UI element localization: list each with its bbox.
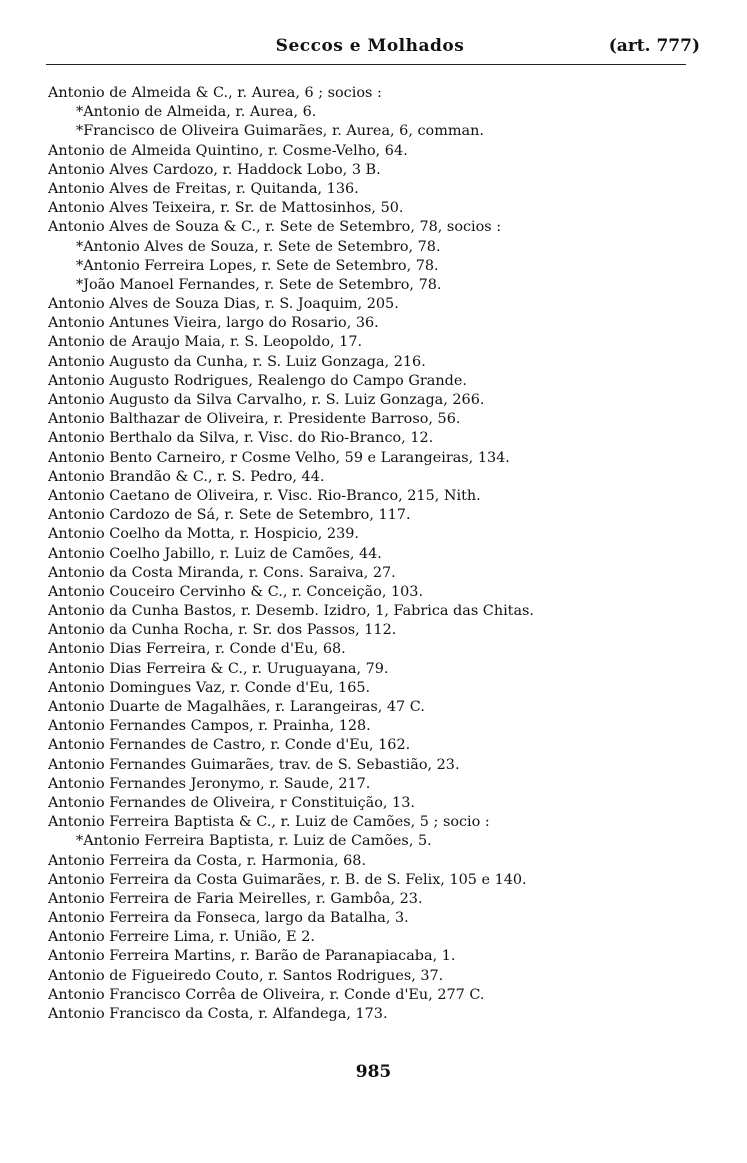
partner-entry: *Antonio Alves de Souza, r. Sete de Setembro, 78. bbox=[76, 238, 441, 255]
directory-entry: Antonio Ferreira Baptista & C., r. Luiz de Camões, 5 ; socio : bbox=[48, 814, 490, 831]
partner-entry: *João Manoel Fernandes, r. Sete de Setembro, 78. bbox=[76, 276, 442, 293]
directory-entry: Antonio Ferreire Lima, r. União, E 2. bbox=[48, 929, 315, 946]
directory-entry: Antonio Berthalo da Silva, r. Visc. do Rio-Branco, 12. bbox=[48, 430, 434, 447]
directory-entry: Antonio Dias Ferreira & C., r. Uruguayana, 79. bbox=[48, 660, 389, 677]
directory-entry: Antonio Ferreira Martins, r. Barão de Paranapiacaba, 1. bbox=[48, 948, 456, 965]
directory-entry: Antonio Fernandes Guimarães, trav. de S. Sebastião, 23. bbox=[48, 756, 460, 773]
directory-entry: Antonio Coelho da Motta, r. Hospicio, 239. bbox=[48, 526, 359, 543]
directory-entry: Antonio de Almeida & C., r. Aurea, 6 ; socios : bbox=[48, 85, 382, 101]
directory-entry: Antonio Fernandes Jeronymo, r. Saude, 217. bbox=[48, 775, 371, 792]
directory-entry: Antonio Ferreira de Faria Meirelles, r. Gambôa, 23. bbox=[48, 890, 423, 907]
directory-entry: Antonio Balthazar de Oliveira, r. Presidente Barroso, 56. bbox=[48, 411, 461, 428]
section-title: Seccos e Molhados bbox=[275, 36, 465, 56]
directory-entry: Antonio Fernandes de Castro, r. Conde d'Eu, 162. bbox=[48, 737, 411, 754]
directory-entry: Antonio Coelho Jabillo, r. Luiz de Camões, 44. bbox=[48, 545, 382, 562]
directory-entry: Antonio Augusto da Silva Carvalho, r. S. Luiz Gonzaga, 266. bbox=[48, 392, 485, 408]
directory-entry: Antonio Fernandes de Oliveira, r Constituição, 13. bbox=[48, 794, 415, 811]
directory-entry: Antonio Alves Cardozo, r. Haddock Lobo, 3 B. bbox=[48, 161, 381, 178]
directory-entry: Antonio da Cunha Bastos, r. Desemb. Izidro, 1, Fabrica das Chitas. bbox=[48, 603, 535, 620]
directory-entry: Antonio Brandão & C., r. S. Pedro, 44. bbox=[48, 468, 325, 485]
directory-entry: Antonio Ferreira da Costa Guimarães, r. B. de S. Felix, 105 e 140. bbox=[48, 871, 527, 888]
directory-entry: Antonio Ferreira da Fonseca, largo da Batalha, 3. bbox=[48, 910, 409, 927]
page-header bbox=[40, 36, 700, 62]
partner-entry: *Francisco de Oliveira Guimarães, r. Aurea, 6, comman. bbox=[76, 123, 484, 140]
directory-entry: Antonio Caetano de Oliveira, r. Visc. Rio-Branco, 215, Nith. bbox=[48, 487, 481, 504]
directory-entry: Antonio de Araujo Maia, r. S. Leopoldo, 17. bbox=[48, 334, 363, 351]
directory-entry: Antonio Duarte de Magalhães, r. Larangeiras, 47 C. bbox=[48, 699, 425, 715]
partner-entry: *Antonio Ferreira Baptista, r. Luiz de Camões, 5. bbox=[76, 833, 432, 850]
article-reference: (art. 777) bbox=[608, 36, 700, 56]
entry-list bbox=[48, 84, 728, 1024]
directory-entry: Antonio de Figueiredo Couto, r. Santos Rodrigues, 37. bbox=[48, 967, 444, 984]
directory-entry: Antonio da Cunha Rocha, r. Sr. dos Passos, 112. bbox=[48, 622, 397, 639]
directory-entry: Antonio Alves Teixeira, r. Sr. de Mattosinhos, 50. bbox=[48, 200, 404, 217]
directory-entry: Antonio da Costa Miranda, r. Cons. Saraiva, 27. bbox=[48, 564, 396, 581]
partner-entry: *Antonio de Almeida, r. Aurea, 6. bbox=[76, 104, 317, 121]
header-rule bbox=[46, 64, 686, 65]
directory-entry: Antonio Dias Ferreira, r. Conde d'Eu, 68. bbox=[48, 641, 346, 658]
directory-entry: Antonio Francisco Corrêa de Oliveira, r. Conde d'Eu, 277 C. bbox=[48, 986, 485, 1003]
directory-entry: Antonio Fernandes Campos, r. Prainha, 128. bbox=[48, 718, 371, 735]
directory-entry: Antonio Francisco da Costa, r. Alfandega, 173. bbox=[48, 1006, 388, 1022]
directory-entry: Antonio Domingues Vaz, r. Conde d'Eu, 165. bbox=[48, 679, 371, 696]
directory-entry: Antonio Alves de Souza & C., r. Sete de Setembro, 78, socios : bbox=[48, 219, 502, 236]
directory-entry: Antonio Bento Carneiro, r Cosme Velho, 59 e Larangeiras, 134. bbox=[48, 449, 510, 466]
directory-entry: Antonio Ferreira da Costa, r. Harmonia, 68. bbox=[48, 852, 367, 869]
directory-entry: Antonio Antunes Vieira, largo do Rosario, 36. bbox=[48, 315, 379, 332]
directory-entry: Antonio Augusto da Cunha, r. S. Luiz Gonzaga, 216. bbox=[48, 353, 426, 370]
directory-entry: Antonio de Almeida Quintino, r. Cosme-Velho, 64. bbox=[48, 142, 408, 159]
directory-entry: Antonio Alves de Freitas, r. Quitanda, 136. bbox=[48, 180, 359, 197]
directory-entry: Antonio Augusto Rodrigues, Realengo do Campo Grande. bbox=[48, 372, 467, 389]
directory-entry: Antonio Couceiro Cervinho & C., r. Conceição, 103. bbox=[48, 583, 424, 600]
directory-entry: Antonio Cardozo de Sá, r. Sete de Setembro, 117. bbox=[48, 507, 411, 524]
partner-entry: *Antonio Ferreira Lopes, r. Sete de Setembro, 78. bbox=[76, 257, 439, 274]
page-number: 985 bbox=[355, 1062, 392, 1082]
directory-entry: Antonio Alves de Souza Dias, r. S. Joaquim, 205. bbox=[48, 296, 399, 313]
